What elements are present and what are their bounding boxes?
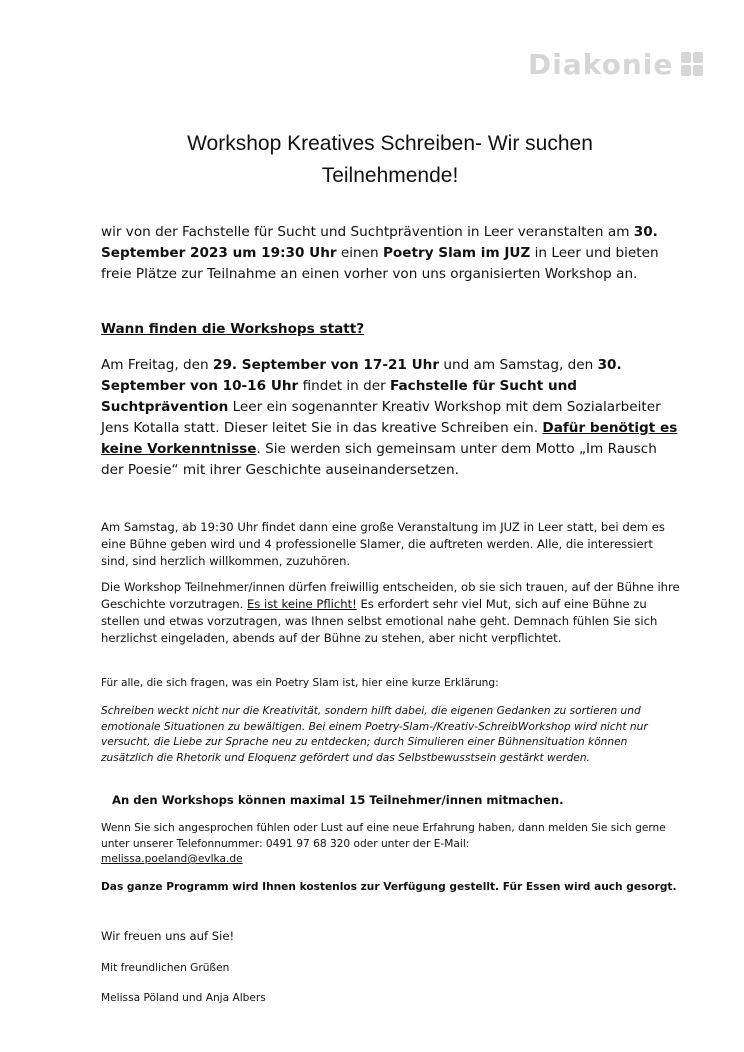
intro-text-3: in Leer und bieten freie Plätze zur Teilnahme an einen vorher von uns organisierten Workshop an. xyxy=(101,245,659,282)
workshops-text-1: Am Freitag, den xyxy=(101,357,213,373)
free-program-text: Das ganze Programm wird Ihnen kostenlos zur Verfügung gestellt. Für Essen wird auch gesorgt. xyxy=(101,881,677,893)
signatures: Melissa Pöland und Anja Albers xyxy=(101,992,266,1004)
closing-line: Wir freuen uns auf Sie! xyxy=(101,929,235,943)
workshops-saturday: 30. September von 10-16 Uhr xyxy=(101,357,622,394)
workshops-text-2: und am Samstag, den xyxy=(439,357,598,373)
workshops-heading-text: Wann finden die Workshops statt? xyxy=(101,321,365,337)
logo-text: Diakonie xyxy=(528,47,674,81)
intro-text-1: wir von der Fachstelle für Sucht und Suchtprävention in Leer veranstalten am xyxy=(101,224,634,240)
title-line-1: Workshop Kreatives Schreiben- Wir suchen xyxy=(187,132,593,155)
workshops-friday: 29. September von 17-21 Uhr xyxy=(212,357,440,373)
workshops-text-5: . Sie werden sich gemeinsam unter dem Motto „Im Rausch der Poesie“ mit ihrer Geschichte auseinandersetzen. xyxy=(101,441,657,478)
workshops-heading xyxy=(101,318,681,337)
title-line-2: Teilnehmende! xyxy=(321,164,459,187)
workshops-location: Fachstelle für Sucht und Suchtprävention xyxy=(101,378,578,415)
workshops-text-4: Leer ein sogenannter Kreativ Workshop mit dem Sozialarbeiter Jens Kotalla statt. Dieser leitet Sie in das kreative Schreiben ein. xyxy=(101,399,661,436)
workshops-paragraph xyxy=(101,355,681,481)
max-participants-text: An den Workshops können maximal 15 Teilnehmer/innen mitmachen. xyxy=(112,793,564,807)
participants-paragraph xyxy=(101,579,681,647)
no-obligation-text: Es ist keine Pflicht! xyxy=(246,597,357,611)
intro-event: Poetry Slam im JUZ xyxy=(382,245,531,261)
page-title xyxy=(100,128,680,192)
intro-paragraph xyxy=(101,222,681,285)
max-participants-note xyxy=(112,792,692,809)
diakonie-logo xyxy=(528,46,718,82)
event-paragraph: Am Samstag, ab 19:30 Uhr findet dann eine große Veranstaltung im JUZ in Leer statt, bei dem es eine Bühne geben wird und 4 professionelle Slamer, die auftreten werden. Alle, die interessiert sind, sind herzlich willkommen, zuzuhören. xyxy=(101,520,665,568)
workshops-text-3: findet in der xyxy=(298,378,391,394)
contact-paragraph xyxy=(101,821,681,868)
explanation-paragraph: Schreiben weckt nicht nur die Kreativität, sondern hilft dabei, die eigenen Gedanken zu sortieren und emotionale Situationen zu bewältigen. Bei einem Poetry-Slam-/Kreativ-SchreibWorkshop wird nicht nur versucht, die Liebe zur Sprache neu zu entdecken; durch Simulieren einer Bühnensituation können zusätzlich die Rhetorik und Eloquenz gefördert und das Selbstbewusstsein gestärkt werden. xyxy=(101,705,648,764)
participants-text-2: Es erfordert sehr viel Mut, sich auf eine Bühne zu stellen und etwas vorzutragen, was Ihnen selbst emotional nahe geht. Demnach fühlen Sie sich herzlichst eingeladen, abends auf der Bühne zu stehen, aber nicht verpflichtet. xyxy=(101,597,658,645)
explanation-intro: Für alle, die sich fragen, was ein Poetry Slam ist, hier eine kurze Erklärung: xyxy=(101,677,499,689)
greeting: Mit freundlichen Grüßen xyxy=(101,962,230,974)
contact-text: Wenn Sie sich angesprochen fühlen oder Lust auf eine neue Erfahrung haben, dann melden Sie sich gerne unter unserer Telefonnummer: 0491 97 68 320 oder unter der E-Mail: xyxy=(101,822,666,850)
free-program-note xyxy=(101,880,681,896)
intro-date: 30. September 2023 um 19:30 Uhr xyxy=(101,224,658,261)
participants-text-1: Die Workshop Teilnehmer/innen dürfen freiwillig entscheiden, ob sie sich trauen, auf der Bühne ihre Geschichte vorzutragen. xyxy=(101,580,680,611)
intro-text-2: einen xyxy=(336,245,383,261)
contact-email-link[interactable]: melissa.poeland@evlka.de xyxy=(101,853,243,865)
workshops-no-prerequisites: Dafür benötigt es keine Vorkenntnisse xyxy=(101,420,678,457)
diakonie-cross-icon xyxy=(681,52,703,76)
